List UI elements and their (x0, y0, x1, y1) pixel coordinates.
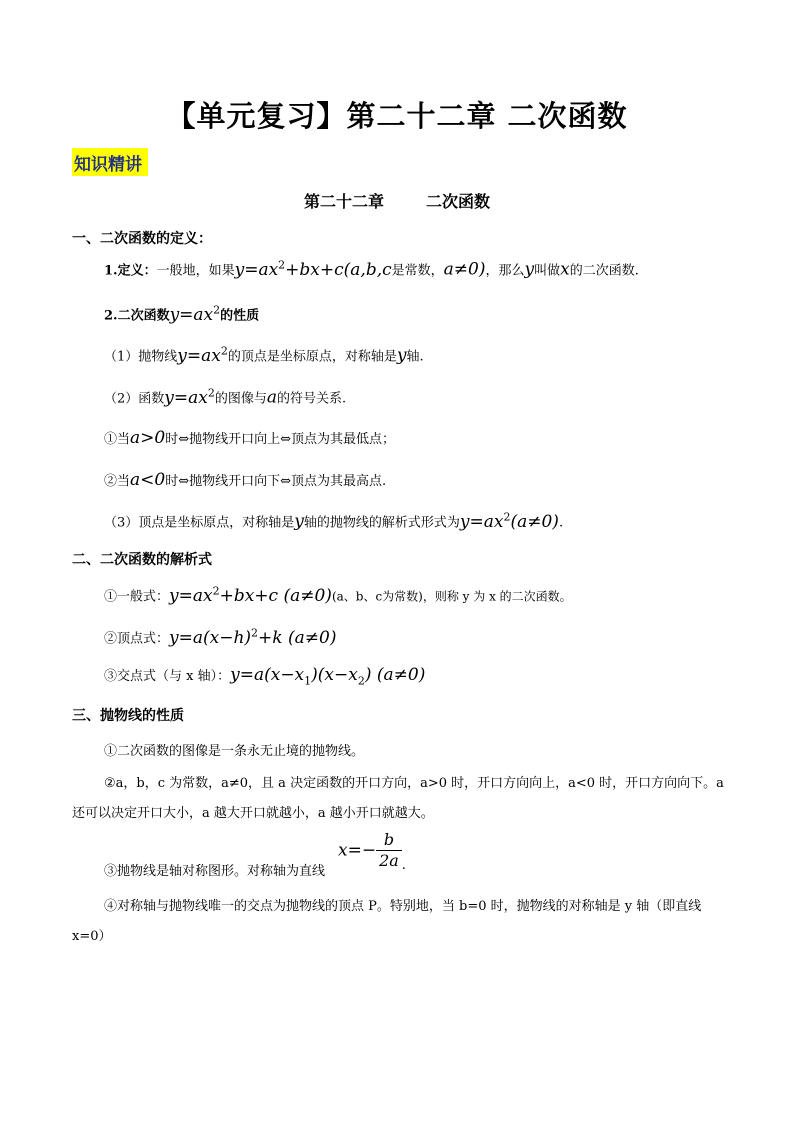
formula: $y=ax^2$ (164, 386, 215, 408)
formula: $y=ax^2$ (177, 344, 228, 366)
denominator: 2a (379, 851, 399, 870)
property-3 (104, 510, 563, 532)
text: 轴的抛物线的解析式形式为 (303, 515, 460, 531)
var-x: x (560, 259, 570, 280)
intercept-form (104, 665, 425, 687)
text: ①当 (104, 432, 131, 447)
text: . (558, 515, 564, 531)
text: 的图像与 (214, 391, 267, 407)
text: ①一般式： (104, 589, 170, 605)
text: 时⇔抛物线开口向上⇔顶点为其最低点； (165, 432, 396, 447)
property-heading (104, 303, 259, 325)
property-item-2-line2: 还可以决定开口大小，a 越大开口就越小，a 越小开口就越大。 (72, 806, 434, 821)
section-tag: 知识精讲 (72, 148, 148, 176)
text: 时⇔抛物线开口向下⇔顶点为其最高点. (165, 474, 387, 489)
text: 叫做 (534, 263, 561, 279)
formula: $y=ax^2(a\ne 0)$ (459, 510, 559, 532)
formula: $y=ax^2$ (169, 303, 221, 325)
text: 的顶点是坐标原点，对称轴是 (227, 349, 397, 365)
text: 的性质 (220, 308, 260, 324)
condition: a<0 (130, 470, 166, 490)
property-item-4-line1: ④对称轴与抛物线唯一的交点为抛物线的顶点 P。特别地，当 b=0 时，抛物线的对称轴是 y 轴（即直线 (104, 899, 702, 914)
text: ③交点式（与 x 轴）： (104, 669, 231, 684)
text: 的二次函数. (569, 263, 639, 279)
case-a-negative (104, 470, 386, 490)
text: ，那么 (485, 263, 525, 279)
text: （1）抛物线 (104, 349, 178, 365)
section-3-heading: 三、抛物线的性质 (72, 708, 184, 724)
general-form (104, 584, 572, 606)
text: 轴. (406, 349, 424, 365)
section-1-heading: 一、二次函数的定义： (72, 231, 212, 247)
vertex-form (104, 626, 336, 648)
text: （2）函数 (104, 391, 165, 407)
property-item-1: ①二次函数的图像是一条永无止境的抛物线。 (104, 744, 365, 759)
fraction (376, 830, 402, 871)
case-a-positive (104, 428, 395, 448)
condition: a≠0) (443, 259, 486, 280)
note: (a、b、c为常数)，则称 y 为 x 的二次函数。 (331, 589, 572, 604)
document-title: 【单元复习】第二十二章 二次函数 (166, 99, 628, 133)
general-formula: $y=ax^2+bx+c(a,b,c$ (234, 258, 392, 280)
text: 的符号关系. (277, 391, 347, 407)
chapter-heading (0, 189, 794, 212)
section-2-heading: 二、二次函数的解析式 (72, 552, 212, 568)
definition-label: 1.定义： (104, 263, 157, 279)
symmetry-axis-formula (338, 830, 406, 873)
text: . (401, 858, 406, 873)
text: 一般地，如果 (156, 263, 235, 279)
var-y: y (294, 511, 304, 532)
definition-line (104, 258, 639, 280)
property-1 (104, 344, 424, 366)
formula: $y=a(x-h)^2+k$ (a≠0) (169, 626, 337, 648)
chapter-name: 二次函数 (426, 192, 491, 211)
text: 2.二次函数 (104, 308, 170, 324)
property-item-2-line1: ②a，b，c 为常数，a≠0，且 a 决定函数的开口方向，a>0 时，开口方向向上，a<0 时，开口方向向下。a (104, 776, 724, 791)
text: 是常数， (391, 263, 444, 279)
condition: a>0 (130, 428, 166, 448)
property-2 (104, 386, 346, 408)
text: （3）顶点是坐标原点，对称轴是 (104, 515, 295, 531)
text: ②顶点式： (104, 631, 170, 647)
formula: $y=a(x-x_1)(x-x_2)$ (a≠0) (230, 665, 426, 688)
chapter-number: 第二十二章 (303, 192, 384, 211)
var-y: y (396, 345, 407, 366)
text: ②当 (104, 474, 131, 489)
var-a: a (266, 387, 278, 408)
formula-lhs: x=− (338, 840, 377, 861)
property-item-4-line2: x=0） (72, 929, 112, 944)
property-item-3-text: ③抛物线是轴对称图形。对称轴为直线 (104, 864, 326, 879)
var-y: y (524, 259, 535, 280)
numerator: b (376, 830, 402, 851)
formula: $y=ax^2+bx+c$ (a≠0) (169, 584, 332, 606)
